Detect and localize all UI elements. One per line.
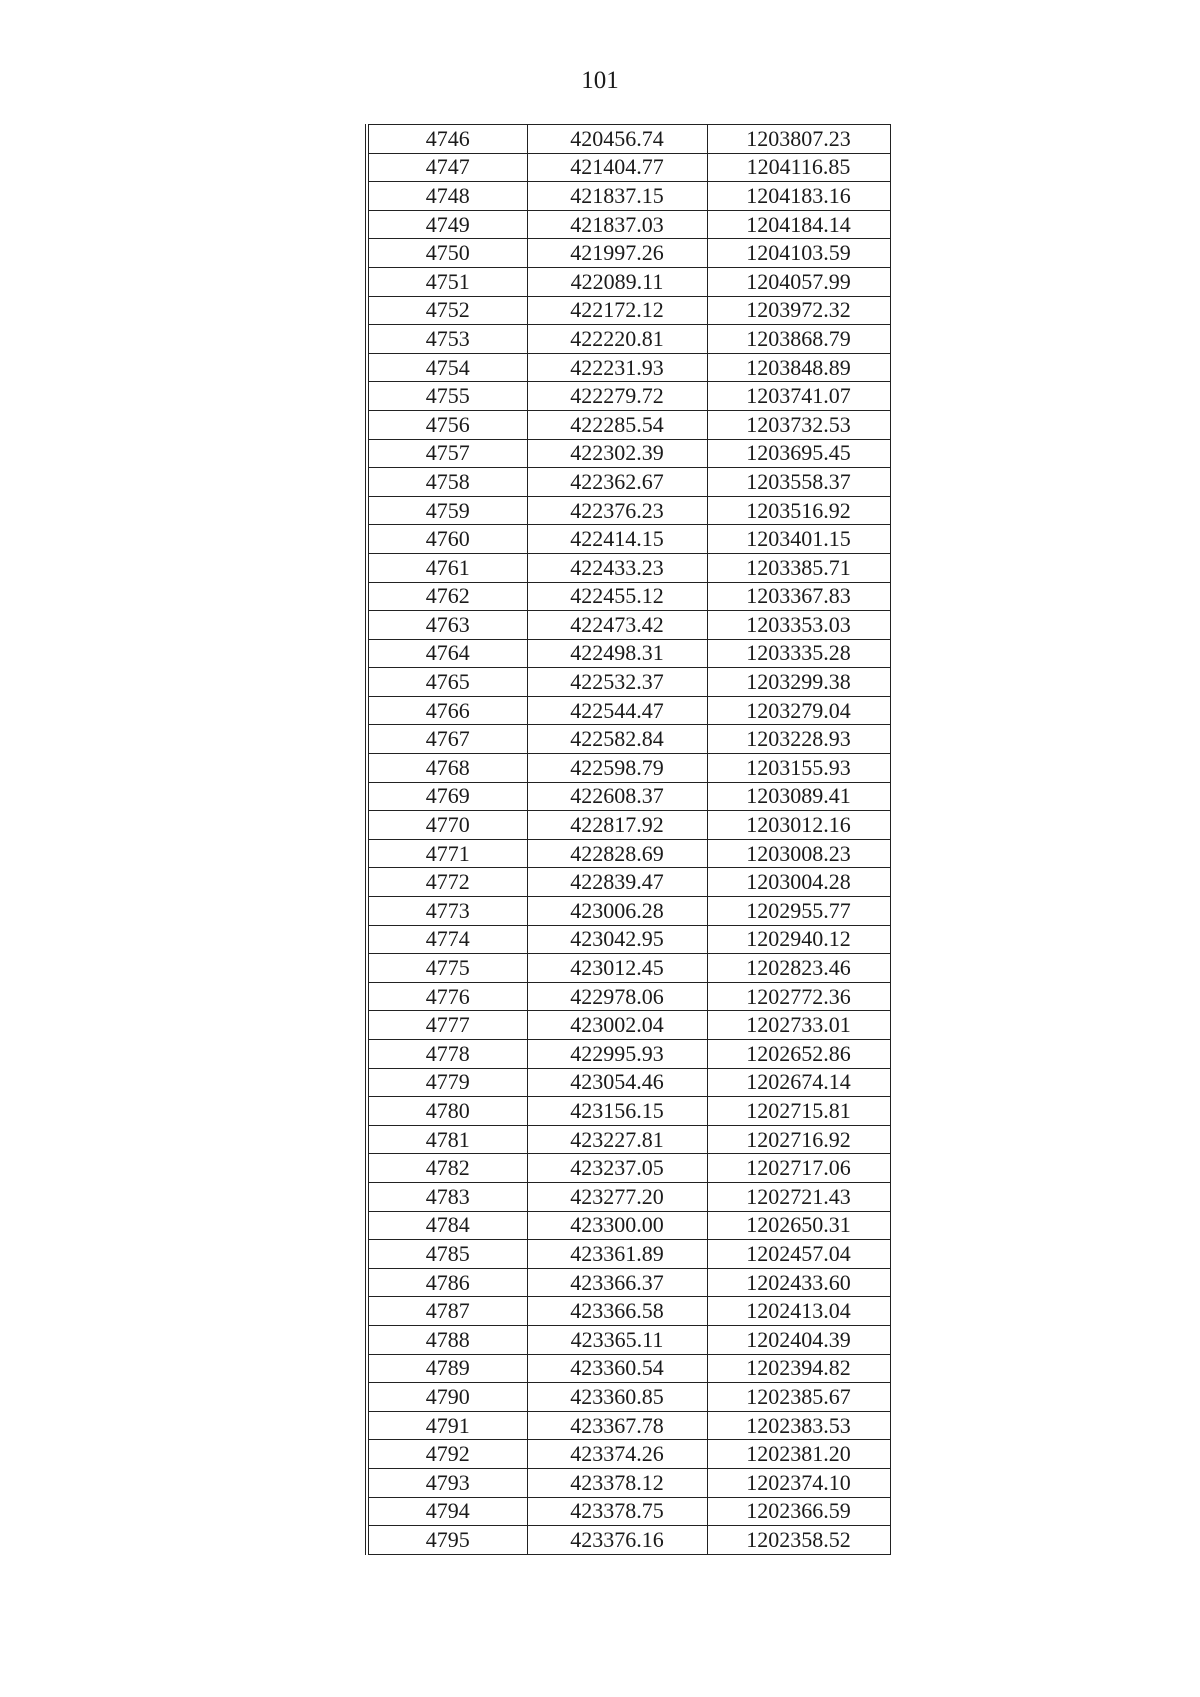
table-row	[367, 1354, 890, 1383]
x-coordinate-cell: 423378.75	[527, 1497, 707, 1526]
point-number-cell: 4791	[367, 1411, 527, 1440]
table-row	[367, 239, 890, 268]
point-number-cell: 4760	[367, 525, 527, 554]
x-coordinate-cell: 423366.37	[527, 1268, 707, 1297]
y-coordinate-cell: 1203401.15	[707, 525, 890, 554]
y-coordinate-cell: 1202733.01	[707, 1011, 890, 1040]
point-number-cell: 4753	[367, 325, 527, 354]
point-number-cell: 4793	[367, 1468, 527, 1497]
point-number-cell: 4767	[367, 725, 527, 754]
table-row	[367, 1011, 890, 1040]
x-coordinate-cell: 423300.00	[527, 1211, 707, 1240]
x-coordinate-cell: 422172.12	[527, 296, 707, 325]
table-row	[367, 1440, 890, 1469]
y-coordinate-cell: 1202433.60	[707, 1268, 890, 1297]
y-coordinate-cell: 1202955.77	[707, 897, 890, 926]
y-coordinate-cell: 1204183.16	[707, 182, 890, 211]
table-row	[367, 325, 890, 354]
y-coordinate-cell: 1203732.53	[707, 410, 890, 439]
table-row	[367, 725, 890, 754]
x-coordinate-cell: 423042.95	[527, 925, 707, 954]
x-coordinate-cell: 422362.67	[527, 468, 707, 497]
table-row	[367, 982, 890, 1011]
y-coordinate-cell: 1202457.04	[707, 1240, 890, 1269]
x-coordinate-cell: 422376.23	[527, 496, 707, 525]
y-coordinate-cell: 1202404.39	[707, 1325, 890, 1354]
y-coordinate-cell: 1203335.28	[707, 639, 890, 668]
x-coordinate-cell: 423156.15	[527, 1097, 707, 1126]
x-coordinate-cell: 422433.23	[527, 553, 707, 582]
table-row	[367, 125, 890, 154]
y-coordinate-cell: 1202413.04	[707, 1297, 890, 1326]
table-row	[367, 868, 890, 897]
point-number-cell: 4754	[367, 353, 527, 382]
x-coordinate-cell: 423054.46	[527, 1068, 707, 1097]
x-coordinate-cell: 422839.47	[527, 868, 707, 897]
table-row	[367, 210, 890, 239]
point-number-cell: 4752	[367, 296, 527, 325]
x-coordinate-cell: 423006.28	[527, 897, 707, 926]
x-coordinate-cell: 421404.77	[527, 153, 707, 182]
point-number-cell: 4792	[367, 1440, 527, 1469]
x-coordinate-cell: 423378.12	[527, 1468, 707, 1497]
table-row	[367, 782, 890, 811]
x-coordinate-cell: 422302.39	[527, 439, 707, 468]
y-coordinate-cell: 1203558.37	[707, 468, 890, 497]
x-coordinate-cell: 423012.45	[527, 954, 707, 983]
point-number-cell: 4779	[367, 1068, 527, 1097]
y-coordinate-cell: 1202721.43	[707, 1182, 890, 1211]
x-coordinate-cell: 423361.89	[527, 1240, 707, 1269]
y-coordinate-cell: 1203972.32	[707, 296, 890, 325]
x-coordinate-cell: 422582.84	[527, 725, 707, 754]
table-row	[367, 1154, 890, 1183]
x-coordinate-cell: 423367.78	[527, 1411, 707, 1440]
table-row	[367, 153, 890, 182]
point-number-cell: 4759	[367, 496, 527, 525]
table-row	[367, 668, 890, 697]
table-row	[367, 1040, 890, 1069]
y-coordinate-cell: 1203848.89	[707, 353, 890, 382]
y-coordinate-cell: 1202650.31	[707, 1211, 890, 1240]
point-number-cell: 4782	[367, 1154, 527, 1183]
point-number-cell: 4749	[367, 210, 527, 239]
y-coordinate-cell: 1203353.03	[707, 611, 890, 640]
x-coordinate-cell: 422285.54	[527, 410, 707, 439]
point-number-cell: 4766	[367, 696, 527, 725]
y-coordinate-cell: 1202366.59	[707, 1497, 890, 1526]
y-coordinate-cell: 1204057.99	[707, 267, 890, 296]
x-coordinate-cell: 423277.20	[527, 1182, 707, 1211]
y-coordinate-cell: 1202716.92	[707, 1125, 890, 1154]
x-coordinate-cell: 422220.81	[527, 325, 707, 354]
table-row	[367, 611, 890, 640]
x-coordinate-cell: 422231.93	[527, 353, 707, 382]
x-coordinate-cell: 422532.37	[527, 668, 707, 697]
y-coordinate-cell: 1202772.36	[707, 982, 890, 1011]
point-number-cell: 4757	[367, 439, 527, 468]
x-coordinate-cell: 422089.11	[527, 267, 707, 296]
y-coordinate-cell: 1203089.41	[707, 782, 890, 811]
table-row	[367, 1297, 890, 1326]
point-number-cell: 4788	[367, 1325, 527, 1354]
x-coordinate-cell: 423376.16	[527, 1526, 707, 1555]
x-coordinate-cell: 423237.05	[527, 1154, 707, 1183]
table-row	[367, 410, 890, 439]
point-number-cell: 4774	[367, 925, 527, 954]
point-number-cell: 4746	[367, 125, 527, 154]
point-number-cell: 4750	[367, 239, 527, 268]
x-coordinate-cell: 422978.06	[527, 982, 707, 1011]
coordinates-table-body	[367, 125, 890, 1555]
table-row	[367, 1468, 890, 1497]
point-number-cell: 4761	[367, 553, 527, 582]
x-coordinate-cell: 423374.26	[527, 1440, 707, 1469]
y-coordinate-cell: 1202358.52	[707, 1526, 890, 1555]
point-number-cell: 4786	[367, 1268, 527, 1297]
point-number-cell: 4789	[367, 1354, 527, 1383]
table-row	[367, 182, 890, 211]
table-row	[367, 267, 890, 296]
table-row	[367, 1497, 890, 1526]
y-coordinate-cell: 1203004.28	[707, 868, 890, 897]
y-coordinate-cell: 1202381.20	[707, 1440, 890, 1469]
y-coordinate-cell: 1203516.92	[707, 496, 890, 525]
point-number-cell: 4780	[367, 1097, 527, 1126]
coordinates-table	[365, 124, 891, 1555]
table-row	[367, 839, 890, 868]
x-coordinate-cell: 422995.93	[527, 1040, 707, 1069]
table-row	[367, 296, 890, 325]
table-row	[367, 1526, 890, 1555]
point-number-cell: 4765	[367, 668, 527, 697]
table-row	[367, 1383, 890, 1412]
x-coordinate-cell: 423360.54	[527, 1354, 707, 1383]
point-number-cell: 4771	[367, 839, 527, 868]
table-row	[367, 1068, 890, 1097]
x-coordinate-cell: 422544.47	[527, 696, 707, 725]
point-number-cell: 4776	[367, 982, 527, 1011]
x-coordinate-cell: 422498.31	[527, 639, 707, 668]
table-row	[367, 811, 890, 840]
y-coordinate-cell: 1203385.71	[707, 553, 890, 582]
table-row	[367, 954, 890, 983]
y-coordinate-cell: 1203695.45	[707, 439, 890, 468]
y-coordinate-cell: 1202940.12	[707, 925, 890, 954]
x-coordinate-cell: 422828.69	[527, 839, 707, 868]
x-coordinate-cell: 421997.26	[527, 239, 707, 268]
point-number-cell: 4778	[367, 1040, 527, 1069]
table-row	[367, 1211, 890, 1240]
y-coordinate-cell: 1203868.79	[707, 325, 890, 354]
table-row	[367, 439, 890, 468]
x-coordinate-cell: 421837.15	[527, 182, 707, 211]
y-coordinate-cell: 1203299.38	[707, 668, 890, 697]
x-coordinate-cell: 422279.72	[527, 382, 707, 411]
x-coordinate-cell: 422598.79	[527, 754, 707, 783]
y-coordinate-cell: 1203807.23	[707, 125, 890, 154]
point-number-cell: 4785	[367, 1240, 527, 1269]
y-coordinate-cell: 1202385.67	[707, 1383, 890, 1412]
table-row	[367, 382, 890, 411]
point-number-cell: 4763	[367, 611, 527, 640]
table-row	[367, 1411, 890, 1440]
page-number: 101	[581, 67, 619, 94]
point-number-cell: 4756	[367, 410, 527, 439]
table-row	[367, 496, 890, 525]
x-coordinate-cell: 422455.12	[527, 582, 707, 611]
y-coordinate-cell: 1202717.06	[707, 1154, 890, 1183]
table-row	[367, 353, 890, 382]
point-number-cell: 4751	[367, 267, 527, 296]
y-coordinate-cell: 1203741.07	[707, 382, 890, 411]
y-coordinate-cell: 1204184.14	[707, 210, 890, 239]
x-coordinate-cell: 422414.15	[527, 525, 707, 554]
y-coordinate-cell: 1202823.46	[707, 954, 890, 983]
point-number-cell: 4758	[367, 468, 527, 497]
x-coordinate-cell: 422817.92	[527, 811, 707, 840]
table-row	[367, 582, 890, 611]
x-coordinate-cell: 423360.85	[527, 1383, 707, 1412]
y-coordinate-cell: 1203155.93	[707, 754, 890, 783]
x-coordinate-cell: 423365.11	[527, 1325, 707, 1354]
point-number-cell: 4747	[367, 153, 527, 182]
point-number-cell: 4781	[367, 1125, 527, 1154]
x-coordinate-cell: 423227.81	[527, 1125, 707, 1154]
point-number-cell: 4775	[367, 954, 527, 983]
y-coordinate-cell: 1203008.23	[707, 839, 890, 868]
y-coordinate-cell: 1202652.86	[707, 1040, 890, 1069]
x-coordinate-cell: 420456.74	[527, 125, 707, 154]
table-row	[367, 1097, 890, 1126]
table-row	[367, 1125, 890, 1154]
table-row	[367, 639, 890, 668]
table-row	[367, 553, 890, 582]
table-row	[367, 696, 890, 725]
x-coordinate-cell: 421837.03	[527, 210, 707, 239]
point-number-cell: 4794	[367, 1497, 527, 1526]
table-row	[367, 1268, 890, 1297]
point-number-cell: 4769	[367, 782, 527, 811]
table-row	[367, 1325, 890, 1354]
y-coordinate-cell: 1202383.53	[707, 1411, 890, 1440]
point-number-cell: 4784	[367, 1211, 527, 1240]
point-number-cell: 4777	[367, 1011, 527, 1040]
point-number-cell: 4783	[367, 1182, 527, 1211]
y-coordinate-cell: 1202715.81	[707, 1097, 890, 1126]
y-coordinate-cell: 1204116.85	[707, 153, 890, 182]
x-coordinate-cell: 423002.04	[527, 1011, 707, 1040]
point-number-cell: 4764	[367, 639, 527, 668]
point-number-cell: 4772	[367, 868, 527, 897]
point-number-cell: 4768	[367, 754, 527, 783]
point-number-cell: 4770	[367, 811, 527, 840]
y-coordinate-cell: 1203279.04	[707, 696, 890, 725]
table-row	[367, 1182, 890, 1211]
y-coordinate-cell: 1203367.83	[707, 582, 890, 611]
point-number-cell: 4787	[367, 1297, 527, 1326]
table-row	[367, 1240, 890, 1269]
point-number-cell: 4762	[367, 582, 527, 611]
x-coordinate-cell: 422473.42	[527, 611, 707, 640]
table-row	[367, 754, 890, 783]
y-coordinate-cell: 1202374.10	[707, 1468, 890, 1497]
table-row	[367, 525, 890, 554]
y-coordinate-cell: 1203228.93	[707, 725, 890, 754]
y-coordinate-cell: 1204103.59	[707, 239, 890, 268]
y-coordinate-cell: 1202674.14	[707, 1068, 890, 1097]
x-coordinate-cell: 423366.58	[527, 1297, 707, 1326]
x-coordinate-cell: 422608.37	[527, 782, 707, 811]
point-number-cell: 4773	[367, 897, 527, 926]
table-row	[367, 468, 890, 497]
table-row	[367, 925, 890, 954]
table-row	[367, 897, 890, 926]
point-number-cell: 4748	[367, 182, 527, 211]
point-number-cell: 4790	[367, 1383, 527, 1412]
y-coordinate-cell: 1202394.82	[707, 1354, 890, 1383]
y-coordinate-cell: 1203012.16	[707, 811, 890, 840]
point-number-cell: 4795	[367, 1526, 527, 1555]
point-number-cell: 4755	[367, 382, 527, 411]
